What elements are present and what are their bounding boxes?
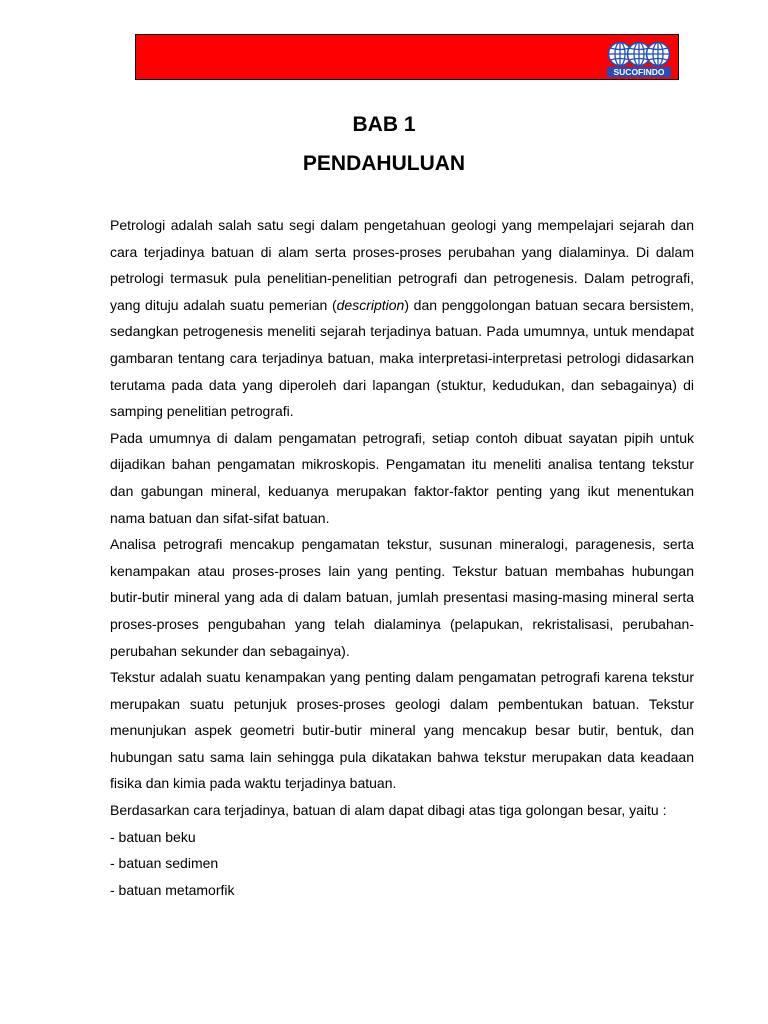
paragraph-4: Tekstur adalah suatu kenampakan yang penting dalam pengamatan petrografi karena tekstur merupakan suatu petunjuk proses-proses geologi dalam pembentukan batuan. Tekstur menunjukan aspek geometri butir-butir mineral yang mencakup besar butir, bentuk, dan hubungan satu sama lain sehingga pula dikatakan bahwa tekstur merupakan data keadaan fisika dan kimia pada waktu terjadinya batuan. — [110, 669, 694, 792]
rock-type-list — [110, 824, 694, 904]
paragraph-3: Analisa petrografi mencakup pengamatan tekstur, susunan mineralogi, paragenesis, serta kenampakan atau proses-proses lain yang penting. Tekstur batuan membahas hubungan butir-butir mineral yang ada di dalam batuan, jumlah presentasi masing-masing mineral serta proses-proses pengubahan yang telah dialaminya (pelapukan, rekristalisasi, perubahan-perubahan sekunder dan sebagainya). — [110, 536, 694, 659]
chapter-title: PENDAHULUAN — [302, 152, 466, 175]
italic-term: description — [336, 296, 405, 313]
company-logo — [606, 38, 672, 78]
list-item: - batuan sedimen — [110, 855, 219, 872]
paragraph-5: Berdasarkan cara terjadinya, batuan di alam dapat dibagi atas tiga golongan besar, yaitu : — [110, 802, 667, 819]
header-bar — [135, 34, 679, 80]
paragraph-1-text-end: ) dan penggolongan batuan secara bersistem, sedangkan petrogenesis meneliti sejarah terjadinya batuan. Pada umumnya, untuk mendapat gambaran tentang cara terjadinya batuan, maka interpretasi-interpretasi petrologi didasarkan terutama pada data yang diperoleh dari lapangan (stuktur, kedudukan, dan sebagainya) di samping penelitian petrografi. — [110, 296, 694, 420]
paragraph-1-text-start: Petrologi adalah salah satu segi dalam pengetahuan geologi yang mempelajari sejarah dan cara terjadinya batuan di alam serta proses-proses perubahan yang dialaminya. Di dalam petrologi termasuk pula penelitian-penelitian petrografi dan petrogenesis. Dalam petrografi, yang dituju adalah suatu pemerian ( — [110, 217, 694, 313]
list-item: - batuan metamorfik — [110, 881, 235, 898]
logo-text: SUCOFINDO — [613, 67, 665, 78]
chapter-number: BAB 1 — [352, 113, 416, 136]
list-item: - batuan beku — [110, 828, 196, 845]
paragraph-2: Pada umumnya di dalam pengamatan petrografi, setiap contoh dibuat sayatan pipih untuk dijadikan bahan pengamatan mikroskopis. Pengamatan itu meneliti analisa tentang tekstur dan gabungan mineral, keduanya merupakan faktor-faktor penting yang ikut menentukan nama batuan dan sifat-sifat batuan. — [110, 429, 694, 526]
globe-logo-icon — [606, 38, 672, 78]
paragraph-1 — [110, 212, 694, 425]
body-text — [110, 212, 694, 903]
